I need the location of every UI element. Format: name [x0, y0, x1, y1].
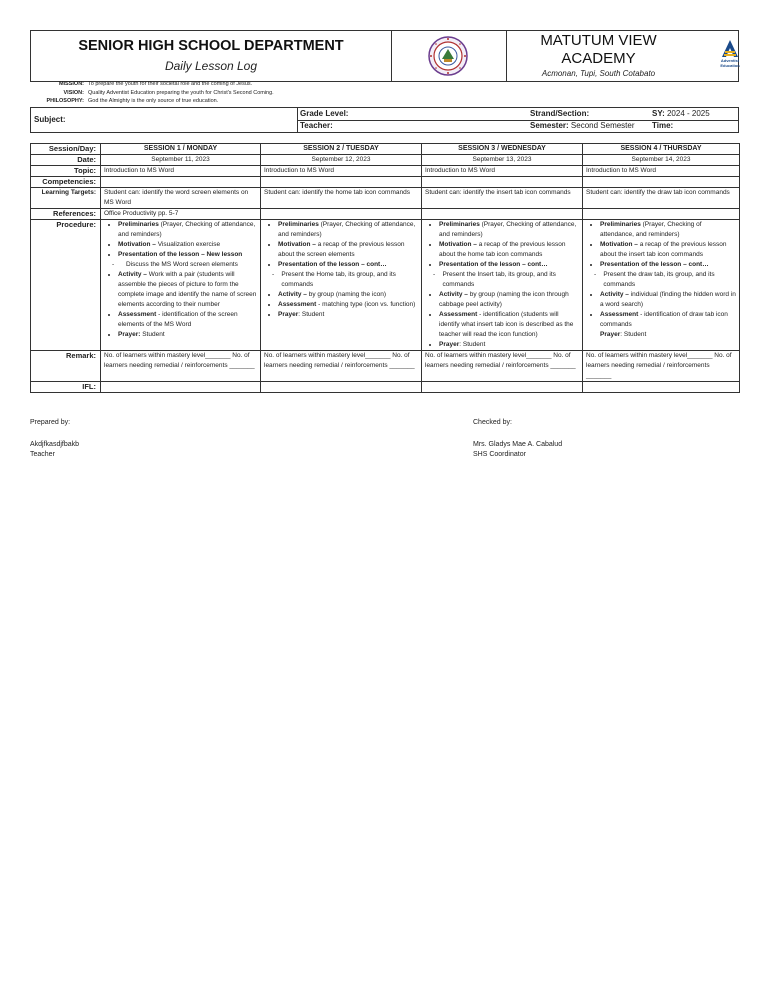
procedure-subitem: - Present the draw tab, its group, and its commands	[586, 270, 736, 290]
procedure-list	[104, 220, 257, 260]
reference-cell	[583, 209, 740, 220]
references-row	[31, 209, 740, 220]
row-label-ifl: IFL:	[31, 382, 101, 393]
procedure-item-title: Activity –	[600, 291, 629, 298]
lesson-log-table	[30, 143, 740, 393]
procedure-item-text: (Prayer, Checking of attendance, and reminders)	[278, 221, 416, 238]
procedure-item	[439, 240, 579, 260]
checker-block	[473, 440, 562, 460]
procedure-item-text: a recap of the previous lesson about the screen elements	[278, 241, 405, 258]
procedure-item	[439, 260, 579, 270]
procedure-item	[278, 260, 418, 270]
department-cell	[31, 31, 392, 81]
procedure-subitem-text: Discuss the MS Word screen elements	[126, 261, 238, 268]
philosophy-row	[30, 97, 370, 106]
procedure-item-title: Preliminaries	[118, 221, 159, 228]
procedure-subitem: - Present the Home tab, its group, and its commands	[264, 270, 418, 290]
procedure-item	[278, 290, 418, 300]
topic-cell: Introduction to MS Word	[101, 166, 261, 177]
row-label-references: References:	[31, 209, 101, 220]
detail-line-1	[297, 108, 738, 121]
procedure-list	[264, 220, 418, 270]
procedure-item-text: individual (finding the hidden word in a word search)	[600, 291, 736, 308]
department-title: SENIOR HIGH SCHOOL DEPARTMENT	[78, 38, 344, 54]
procedure-item	[439, 290, 579, 310]
procedure-item	[600, 260, 736, 270]
ifl-cell	[422, 382, 583, 393]
target-cell: Student can: identify the draw tab icon commands	[583, 188, 740, 209]
sy-label: SY:	[652, 109, 665, 118]
school-name-line1: MATUTUM VIEW	[540, 32, 657, 49]
semester-value: Second Semester	[570, 121, 635, 130]
preparer-name: Akdjfkasdjfbakb	[30, 441, 80, 448]
procedure-item-title: Presentation of the lesson – New lesson	[118, 251, 243, 258]
reference-cell	[422, 209, 583, 220]
procedure-list	[586, 220, 736, 270]
checked-by-label: Checked by:	[473, 419, 512, 426]
target-cell: Student can: identify the insert tab icon commands	[422, 188, 583, 209]
remark-cell: No. of learners within mastery level_______ No. of learners needing remedial / reinforcements _______	[101, 351, 261, 382]
date-cell: September 11, 2023	[101, 155, 261, 166]
procedure-item-title: Activity –	[439, 291, 468, 298]
procedure-item-title: Assessment	[118, 311, 157, 318]
row-label-competencies: Competencies:	[31, 177, 101, 188]
remark-cell: No. of learners within mastery level_______ No. of learners needing remedial / reinforcements _______	[422, 351, 583, 382]
date-cell: September 12, 2023	[261, 155, 422, 166]
row-label-procedure: Procedure:	[31, 220, 101, 351]
preparer-role: Teacher	[30, 451, 55, 458]
ifl-cell	[583, 382, 740, 393]
school-seal-icon	[428, 36, 468, 76]
procedure-item-text: Work with a pair (students will assemble the pieces of picture to form the complete image and identify the name of screen elements according to their number	[118, 271, 257, 308]
procedure-item	[600, 290, 736, 310]
statement-text: To prepare the youth for their societal role and the coming of Jesus.	[88, 81, 253, 87]
logo-caption: Adventist Education	[720, 58, 740, 68]
row-label-topic: Topic:	[31, 166, 101, 177]
competencies-cell	[583, 177, 740, 188]
procedure-item-title: Presentation of the lesson – cont…	[600, 261, 709, 268]
competencies-cell	[261, 177, 422, 188]
procedure-item-title: Motivation –	[118, 241, 156, 248]
procedure-list	[425, 290, 579, 350]
procedure-item-title: Assessment	[439, 311, 478, 318]
ifl-row	[31, 382, 740, 393]
ifl-cell	[261, 382, 422, 393]
procedure-item	[600, 310, 736, 330]
reference-cell	[261, 209, 422, 220]
procedure-item	[278, 240, 418, 260]
competencies-row	[31, 177, 740, 188]
grade-level-label: Grade Level:	[300, 109, 349, 118]
statement-text: Quality Adventist Education preparing the youth for Christ's Second Coming.	[88, 89, 274, 96]
topic-cell: Introduction to MS Word	[261, 166, 422, 177]
adventist-logo-icon	[719, 40, 741, 58]
procedure-item-text: - matching type (icon vs. function)	[316, 301, 416, 308]
procedure-item-text: - identification of draw tab icon commands	[600, 311, 728, 328]
procedure-item	[439, 220, 579, 240]
procedure-cell	[583, 220, 740, 351]
procedure-item-text: (Prayer, Checking of attendance, and reminders)	[439, 221, 577, 238]
date-row	[31, 155, 740, 166]
competencies-cell	[101, 177, 261, 188]
procedure-subitem: - Present the Insert tab, its group, and its commands	[425, 270, 579, 290]
procedure-item-title: Prayer	[600, 331, 621, 338]
procedure-item-text: Student	[140, 331, 165, 338]
procedure-subitem-text: Present the Insert tab, its group, and its commands	[442, 271, 556, 288]
procedure-item	[439, 310, 579, 340]
statement-label: PHILOSOPHY:	[46, 98, 84, 105]
procedure-list	[425, 220, 579, 270]
procedure-item	[118, 330, 257, 340]
subject-cell[interactable]	[31, 108, 298, 132]
class-details	[297, 108, 738, 132]
procedure-item-text: - identification (students will identify what insert tab icon is described as the teacher will read the icon function)	[439, 311, 574, 338]
school-year	[652, 109, 710, 118]
procedure-item	[278, 220, 418, 240]
procedure-item-title: Motivation –	[439, 241, 477, 248]
procedure-item-text: : Student	[459, 341, 486, 348]
reference-cell: Office Productivity pp. 5-7	[101, 209, 261, 220]
school-location: Acmonan, Tupi, South Cotabato	[541, 69, 656, 78]
procedure-item	[278, 300, 418, 310]
procedure-item-title: Preliminaries	[278, 221, 319, 228]
procedure-item-title: Activity –	[278, 291, 307, 298]
procedure-item-title: Prayer	[278, 311, 299, 318]
school-cell	[506, 31, 738, 81]
procedure-subitem: - Discuss the MS Word screen elements	[112, 261, 238, 268]
school-name	[506, 32, 691, 68]
strand-section-label: Strand/Section:	[530, 109, 590, 118]
procedure-item-text: (Prayer, Checking of attendance, and reminders)	[600, 221, 702, 238]
session-header: SESSION 3 / WEDNESDAY	[422, 144, 583, 155]
session-header: SESSION 2 / TUESDAY	[261, 144, 422, 155]
procedure-subitem-text: Present the Home tab, its group, and its commands	[281, 271, 396, 288]
vision-row	[30, 89, 370, 98]
target-cell: Student can: identify the word screen elements on MS Word	[101, 188, 261, 209]
checker-name: Mrs. Gladys Mae A. Cabalud	[473, 441, 563, 448]
school-name-line2: ACADEMY	[561, 50, 636, 67]
seal-cell	[391, 31, 507, 81]
subject-label: Subject:	[34, 115, 66, 124]
time-label: Time:	[652, 121, 674, 130]
procedure-item	[118, 270, 257, 310]
checker-role: SHS Coordinator	[473, 451, 526, 458]
statement-label: VISION:	[63, 89, 84, 96]
semester	[530, 121, 635, 130]
procedure-cell	[422, 220, 583, 351]
class-info-box	[30, 107, 739, 133]
row-label-session: Session/Day:	[31, 144, 101, 155]
procedure-item-title: Preliminaries	[600, 221, 641, 228]
statements-block	[30, 80, 370, 106]
preparer-block	[30, 440, 79, 460]
prepared-by-label: Prepared by:	[30, 419, 71, 426]
procedure-cell	[261, 220, 422, 351]
procedure-item-title: Presentation of the lesson – cont…	[439, 261, 548, 268]
procedure-subitem-text: Present the draw tab, its group, and its commands	[603, 271, 715, 288]
competencies-cell	[422, 177, 583, 188]
procedure-item	[118, 250, 257, 260]
semester-label: Semester:	[530, 121, 569, 130]
procedure-row	[31, 220, 740, 351]
procedure-item	[439, 340, 579, 350]
procedure-item-text: by group (naming the icon through cabbage peel activity)	[439, 291, 569, 308]
procedure-item-text: a recap of the previous lesson about the insert tab icon commands	[600, 241, 727, 258]
remark-cell: No. of learners within mastery level_______ No. of learners needing remedial / reinforcements _______	[583, 351, 740, 382]
procedure-item-text: : Student	[620, 331, 647, 338]
row-label-targets: Learning Targets:	[31, 188, 101, 209]
remark-cell: No. of learners within mastery level_______ No. of learners needing remedial / reinforcements _______	[261, 351, 422, 382]
session-header: SESSION 4 / THURSDAY	[583, 144, 740, 155]
teacher-label: Teacher:	[300, 121, 333, 130]
procedure-item-title: Motivation –	[278, 241, 316, 248]
procedure-item-text: a recap of the previous lesson about the home tab icon commands	[439, 241, 566, 258]
procedure-item	[278, 310, 418, 320]
procedure-item-title: Presentation of the lesson – cont…	[278, 261, 387, 268]
targets-row	[31, 188, 740, 209]
procedure-item-text: Visualization exercise	[155, 241, 221, 248]
date-cell: September 14, 2023	[583, 155, 740, 166]
topic-cell: Introduction to MS Word	[583, 166, 740, 177]
procedure-item-title: Assessment	[600, 311, 639, 318]
procedure-item	[118, 220, 257, 240]
target-cell: Student can: identify the home tab icon commands	[261, 188, 422, 209]
procedure-item-text: : Student	[298, 311, 325, 318]
procedure-item	[600, 240, 736, 260]
session-header: SESSION 1 / MONDAY	[101, 144, 261, 155]
header-box	[30, 30, 739, 82]
procedure-cell	[101, 220, 261, 351]
adventist-education-logo	[716, 40, 744, 68]
procedure-list	[586, 290, 736, 330]
remark-row	[31, 351, 740, 382]
statement-text: God the Almighty is the only source of true education.	[88, 98, 219, 105]
procedure-item-text: - identification of the screen elements of the MS Word	[118, 311, 238, 328]
procedure-item-text: (Prayer, Checking of attendance, and reminders)	[118, 221, 256, 238]
procedure-prayer-line	[586, 330, 736, 340]
date-cell: September 13, 2023	[422, 155, 583, 166]
procedure-item-text: by group (naming the icon)	[306, 291, 387, 298]
row-label-date: Date:	[31, 155, 101, 166]
mission-row	[30, 80, 370, 89]
sy-value: 2024 - 2025	[666, 109, 710, 118]
row-label-remark: Remark:	[31, 351, 101, 382]
session-row	[31, 144, 740, 155]
ifl-cell	[101, 382, 261, 393]
procedure-item	[118, 240, 257, 250]
topic-cell: Introduction to MS Word	[422, 166, 583, 177]
procedure-list	[264, 290, 418, 320]
procedure-item-title: Assessment	[278, 301, 317, 308]
document-subtitle: Daily Lesson Log	[164, 59, 258, 73]
procedure-item-title: Prayer	[439, 341, 460, 348]
topic-row	[31, 166, 740, 177]
procedure-item-title: Preliminaries	[439, 221, 480, 228]
procedure-item-title: Prayer:	[118, 331, 141, 338]
procedure-item-title: Motivation –	[600, 241, 638, 248]
procedure-item	[118, 310, 257, 330]
statement-label: MISSION:	[58, 81, 84, 87]
procedure-item	[600, 220, 736, 240]
procedure-item-title: Activity –	[118, 271, 147, 278]
procedure-list	[104, 270, 257, 340]
